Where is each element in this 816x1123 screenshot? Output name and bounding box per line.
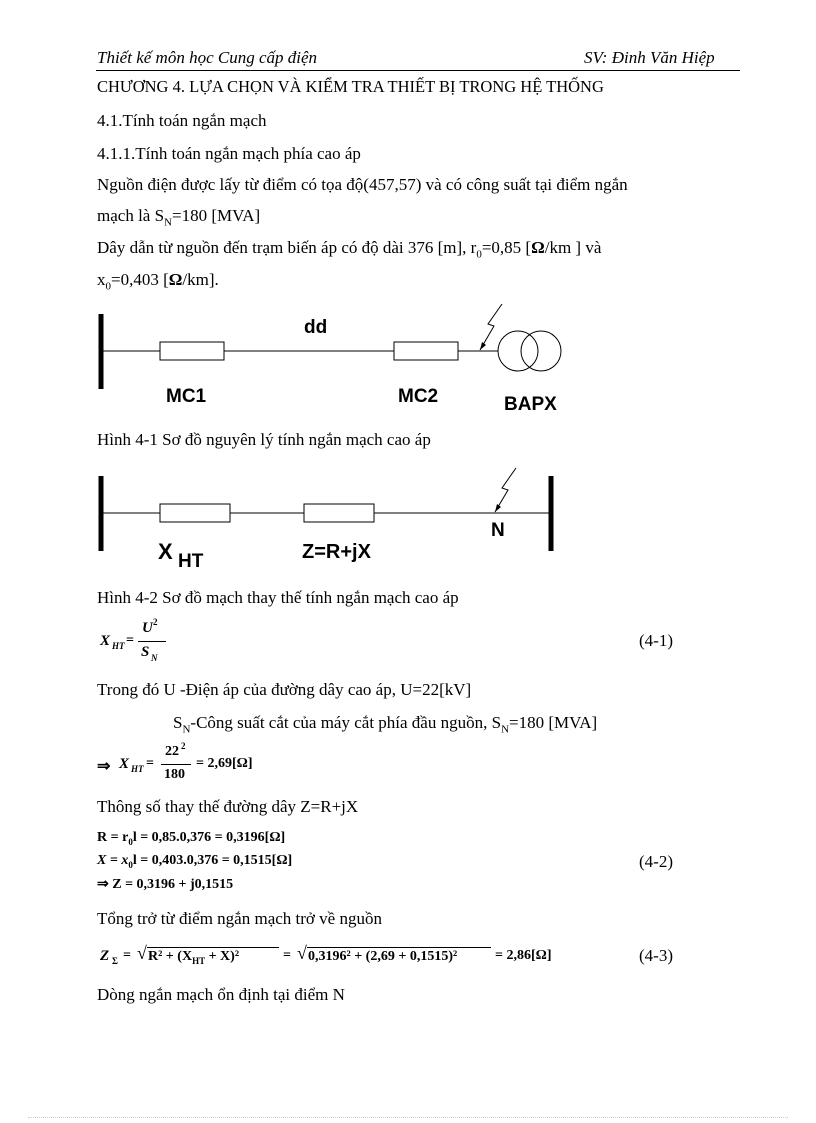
label-z: Z=R+jX [302, 541, 371, 563]
chapter-title: CHƯƠNG 4. LỰA CHỌN VÀ KIỂM TRA THIẾT BỊ TRONG HỆ THỐNG [97, 77, 604, 96]
paragraph-line: Thông số thay thế đường dây Z=R+jX [97, 797, 359, 816]
paragraph-line: mạch là $S_N=180$ [MVA] [97, 206, 261, 229]
figure-caption: Hình 4-2 Sơ đồ mạch thay thế tính ngắn mạch cao áp [97, 588, 459, 607]
paragraph-line: Dây dẫn từ nguồn đến trạm biến áp có độ dài 376 [m], $r_0=0,85$ [Ω/km ] và [97, 238, 602, 261]
schematic-diagram [90, 298, 590, 423]
paragraph-line: Dòng ngắn mạch ổn định tại điểm N [97, 985, 345, 1004]
equation-xht: ⇒ X HT = 22 2 180 = 2,69[Ω] [97, 741, 253, 782]
transformer-coil [498, 331, 538, 371]
equation-number: (4-2) [639, 852, 673, 871]
paragraph-line: Nguồn điện được lấy từ điểm có tọa độ(457,57) và có công suất tại điểm ngắn [97, 175, 628, 194]
impedance-z [304, 504, 374, 522]
label-mc2: MC2 [398, 386, 439, 407]
label-mc1: MC1 [166, 386, 207, 407]
header-rule [96, 70, 740, 71]
breaker-mc2 [394, 342, 458, 360]
paragraph-line: $S_N$-Công suất cắt của máy cắt phía đầu nguồn, $S_N=180$ [MVA] [173, 713, 598, 736]
subsection-heading: 4.1.1.Tính toán ngắn mạch phía cao áp [97, 144, 361, 163]
header-right: SV: Đinh Văn Hiệp [584, 48, 715, 67]
label-bapx: BAPX [504, 394, 557, 415]
paragraph-line: Trong đó U -Điện áp của đường dây cao áp, U=22[kV] [97, 680, 472, 699]
label-x-sub: HT [178, 551, 204, 572]
equation-number: (4-1) [639, 631, 673, 650]
label-x: X [158, 539, 173, 564]
impedance-xht [160, 504, 230, 522]
header-left: Thiết kế môn học Cung cấp điện [97, 48, 318, 67]
equation-4-2-line: ⇒ Z = 0,3196 + j0,1515 [97, 877, 234, 892]
label-n: N [491, 520, 505, 541]
label-dd: dd [304, 317, 328, 338]
figure-caption: Hình 4-1 Sơ đồ nguyên lý tính ngắn mạch cao áp [97, 430, 431, 449]
paragraph-line: Tổng trở từ điểm ngắn mạch trở về nguồn [97, 909, 382, 928]
page-bottom-border [28, 1117, 788, 1118]
equation-4-2-line: $X = x_0l = 0,403.0,376 = 0,1515[\Omega]$ [97, 853, 293, 870]
paragraph-line: $x_0=0,403$ [Ω/km]. [97, 270, 219, 293]
breaker-mc1 [160, 342, 224, 360]
section-heading: 4.1.Tính toán ngắn mạch [97, 111, 267, 130]
equation-number: (4-3) [639, 946, 673, 965]
equation-4-3: Z Σ = √ $R^2 + (X_{HT} + X)^2$ = √ 0,3196² + (2,69 + 0,1515)² = 2,86[Ω] [100, 943, 552, 966]
equivalent-circuit-diagram [90, 460, 570, 575]
transformer-coil [521, 331, 561, 371]
equation-4-2-line: $R = r_0l = 0,85.0,376 = 0,3196[\Omega]$ [97, 830, 286, 847]
